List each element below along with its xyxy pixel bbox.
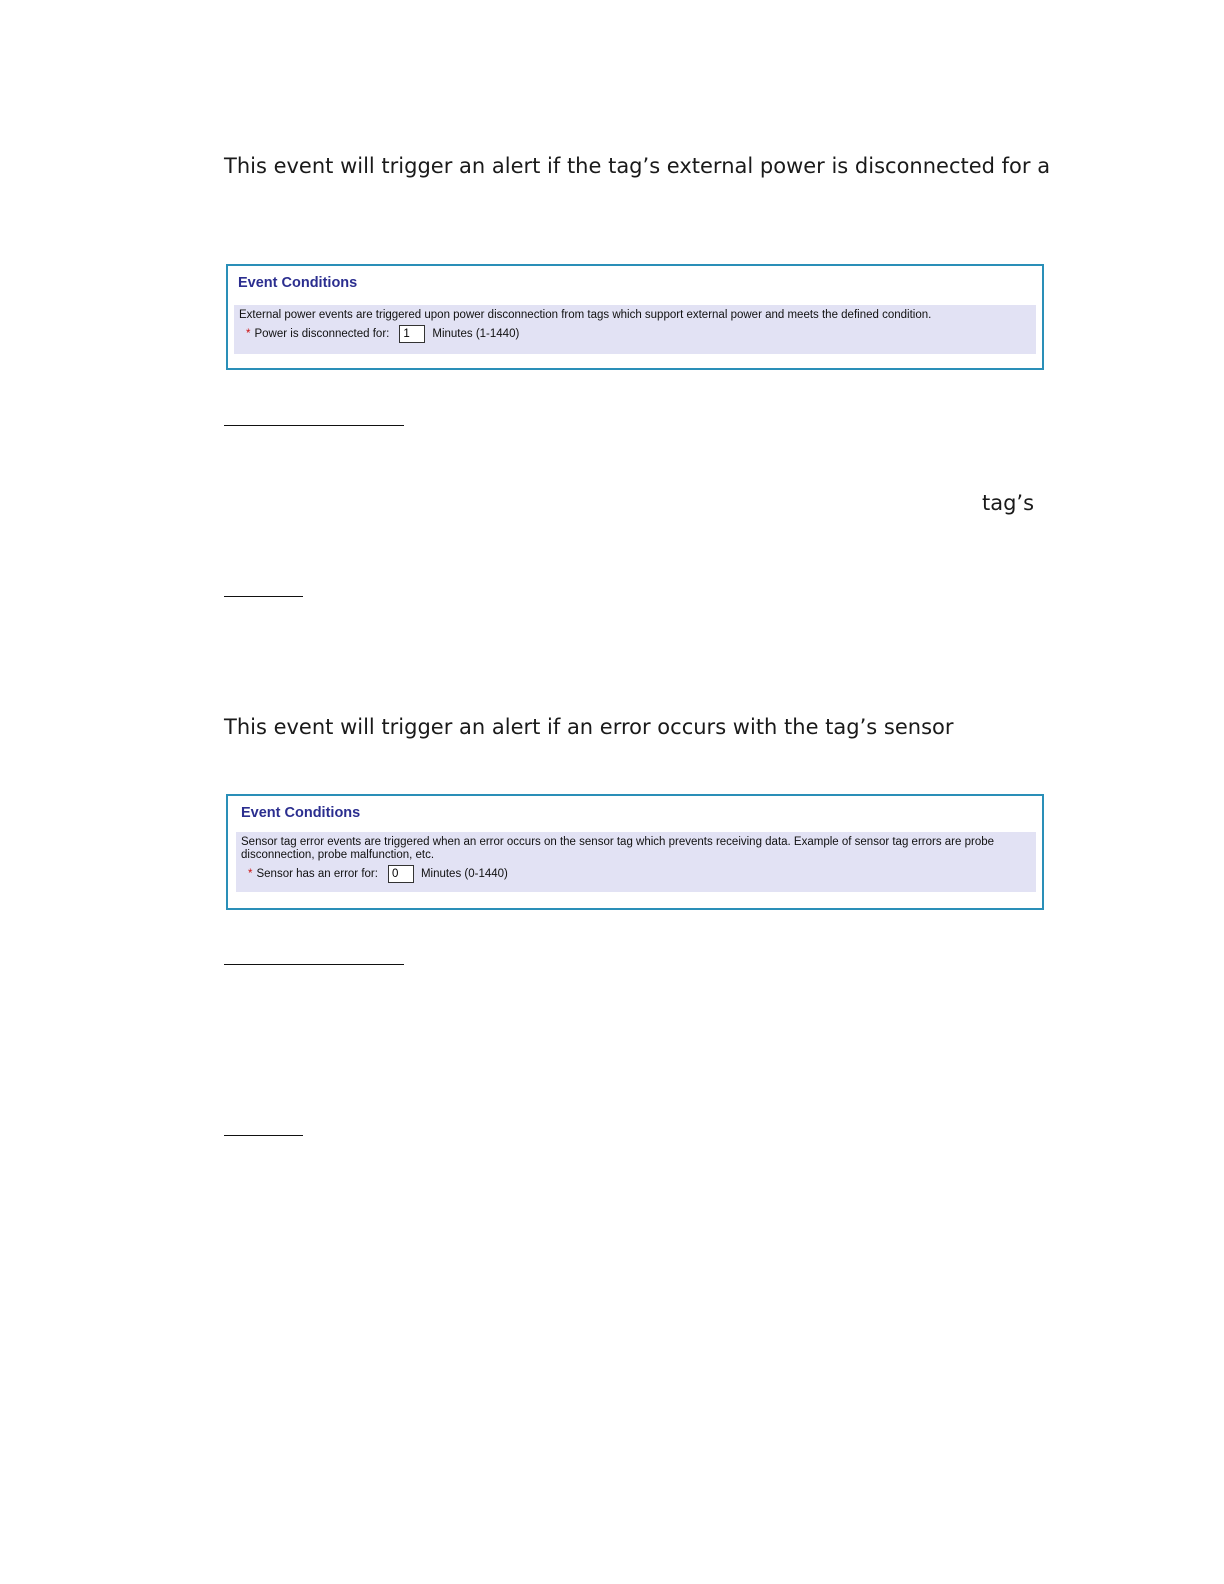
- divider-line-short: [224, 596, 303, 597]
- sensor-error-minutes-input[interactable]: [388, 865, 414, 883]
- text-fragment: tag’s: [982, 491, 1035, 515]
- section1-intro-text: This event will trigger an alert if the tag’s external power is disconnected for a: [224, 154, 1051, 178]
- minutes-range-label: Minutes (0-1440): [420, 868, 508, 880]
- external-power-event-conditions-panel: [226, 264, 1044, 370]
- panel-body: [236, 832, 1036, 892]
- sensor-error-event-conditions-panel: [226, 794, 1044, 910]
- divider-line-short: [224, 1135, 303, 1136]
- panel-title: Event Conditions: [241, 805, 361, 821]
- divider-line: [224, 964, 404, 965]
- section2-intro-text: This event will trigger an alert if an error occurs with the tag’s sensor: [224, 715, 954, 739]
- panel-description: Sensor tag error events are triggered when an error occurs on the sensor tag which prevents receiving data. Example of sensor tag errors are probe disconnection, probe malfunction, etc.: [241, 836, 995, 861]
- required-marker: *: [246, 328, 251, 340]
- power-disconnected-minutes-input[interactable]: [399, 325, 425, 343]
- power-disconnected-label: Power is disconnected for:: [254, 328, 390, 340]
- panel-title: Event Conditions: [238, 275, 358, 291]
- panel-body: [234, 305, 1036, 354]
- required-marker: *: [248, 868, 253, 880]
- minutes-range-label: Minutes (1-1440): [432, 328, 520, 340]
- power-disconnected-row: [239, 325, 1031, 343]
- sensor-error-row: [241, 865, 1031, 883]
- sensor-error-label: Sensor has an error for:: [256, 868, 378, 880]
- panel-description: External power events are triggered upon power disconnection from tags which support external power and meets the defined condition.: [239, 309, 932, 321]
- divider-line: [224, 425, 404, 426]
